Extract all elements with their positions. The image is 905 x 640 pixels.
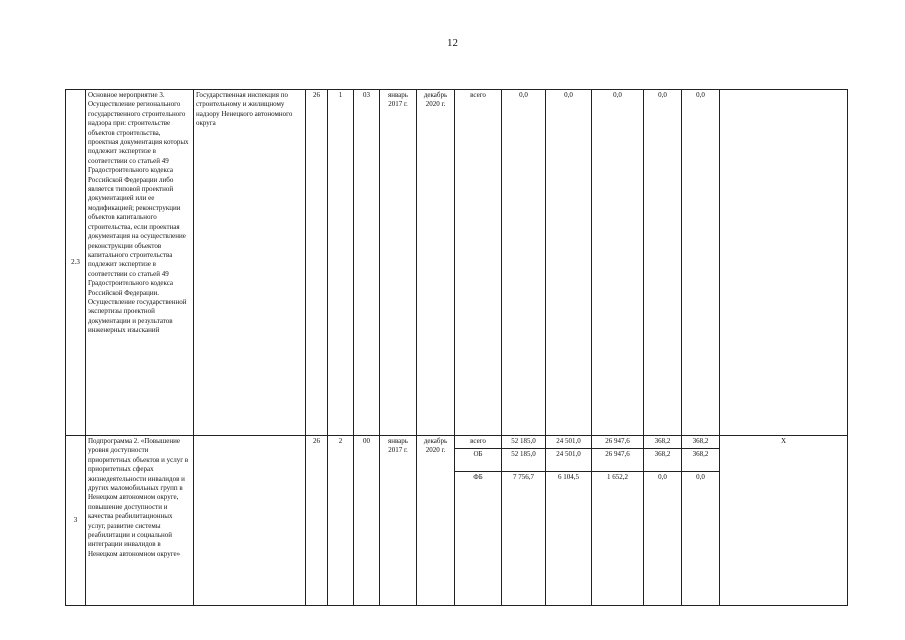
value: 0,0 (658, 473, 667, 481)
row-value-2018-cell (592, 436, 644, 606)
table-row (66, 436, 848, 606)
row-code-3: 03 (354, 90, 380, 436)
value: 52 185,0 (511, 450, 536, 458)
row-value-2019-cell (644, 436, 682, 606)
source-label: всего (470, 437, 486, 445)
row-name: Основное мероприятие 3. Осуществление регионального государственного строительного надзора при: строительстве объектов строительства, проектная документация которых подлежит экспертизе в соответствии со статьей 49 Градостроительного кодекса Российской Федерации либо является типовой проектной документацией или ее модификацией; реконструкции объектов капитального строительства, если проектная документация на осуществление реконструкции объектов капитального строительства подлежит экспертизе в соответствии со статьей 49 Градостроительного кодекса Российской Федерации. Осуществление государственной экспертизы проектной документации и результатов инженерных изысканий (86, 90, 194, 436)
row-note (720, 90, 848, 436)
row-name: Подпрограмма 2. «Повышение уровня доступности приоритетных объектов и услуг в приоритетных сферах жизнедеятельности инвалидов и других маломобильных групп в Ненецком автономном округе, повышение доступности и качества реабилитационных услуг, развитие системы реабилитации и социальной интеграции инвалидов в Ненецком автономном округе» (86, 436, 194, 606)
program-table (65, 89, 848, 606)
value: 24 501,0 (556, 450, 581, 458)
value: 0,0 (696, 473, 705, 481)
row-end: декабрь 2020 г. (417, 436, 455, 606)
row-value-2017: 0,0 (546, 90, 592, 436)
row-code-1: 26 (306, 90, 328, 436)
row-value-2020-cell (682, 436, 720, 606)
source-label: ОБ (473, 450, 483, 458)
value: 1 652,2 (607, 473, 628, 481)
row-source-cell (455, 436, 502, 606)
value: 368,2 (654, 450, 671, 458)
value: 368,2 (654, 437, 671, 445)
row-code-2: 2 (328, 436, 354, 606)
row-source: всего (455, 90, 502, 436)
row-executor: Государственная инспекция по строительному и жилищному надзору Ненецкого автономного округа (194, 90, 306, 436)
row-value-total-cell (502, 436, 546, 606)
value: 26 947,6 (605, 437, 630, 445)
row-end: декабрь 2020 г. (417, 90, 455, 436)
row-number: 2.3 (66, 90, 86, 436)
value: 368,2 (692, 437, 709, 445)
table-row (66, 90, 848, 436)
row-value-total: 0,0 (502, 90, 546, 436)
page-number: 12 (447, 37, 458, 49)
row-start: январь 2017 г. (380, 436, 417, 606)
row-code-3: 00 (354, 436, 380, 606)
row-code-1: 26 (306, 436, 328, 606)
row-executor (194, 436, 306, 606)
row-value-2019: 0,0 (644, 90, 682, 436)
value: 7 756,7 (513, 473, 534, 481)
row-code-2: 1 (328, 90, 354, 436)
row-start: январь 2017 г. (380, 90, 417, 436)
value: 6 104,5 (558, 473, 579, 481)
row-note: Х (720, 436, 848, 606)
row-number: 3 (66, 436, 86, 606)
row-value-2018: 0,0 (592, 90, 644, 436)
value: 26 947,6 (605, 450, 630, 458)
value: 24 501,0 (556, 437, 581, 445)
row-value-2020: 0,0 (682, 90, 720, 436)
source-label: ФБ (473, 473, 483, 481)
value: 368,2 (692, 450, 709, 458)
value: 52 185,0 (511, 437, 536, 445)
row-value-2017-cell (546, 436, 592, 606)
